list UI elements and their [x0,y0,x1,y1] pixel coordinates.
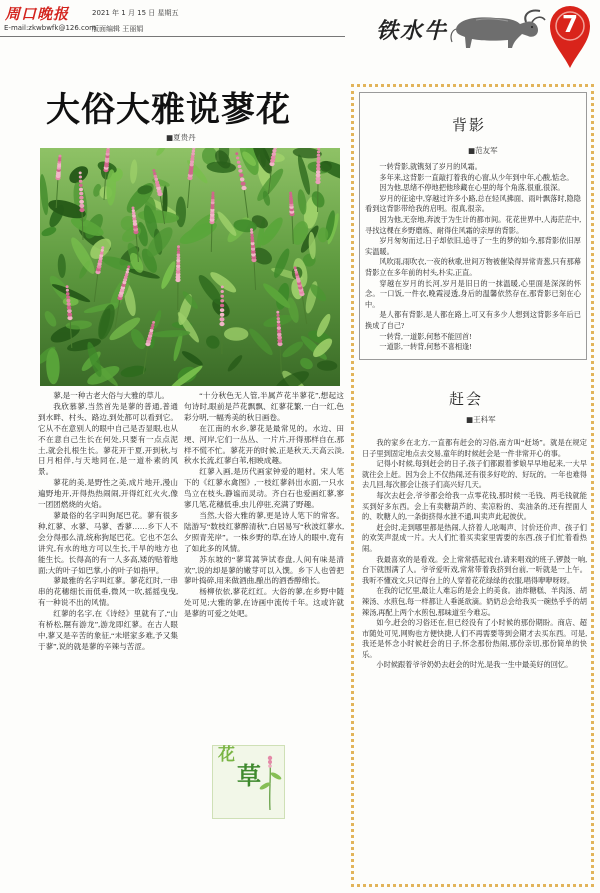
photo-flower-bud [220,295,224,298]
photo-flower-bud [132,207,135,210]
photo-flower-bud [79,172,82,175]
photo-flower-stem [211,222,212,252]
photo-flower-bud [66,299,70,303]
photo-flower-bud [237,161,241,164]
photo-flower-bud [154,175,158,178]
article-paragraph: 红蓼入画,是历代画家钟爱的题材。宋人笔下的《红蓼水禽图》,一枝红蓼斜出水面,一只水鸟立在枝头,静谧而灵动。齐白石也爱画红蓼,寥寥几笔,花穗低垂,虫儿停驻,充满了野趣。 [184,467,344,510]
header-divider [0,36,345,37]
essay-paragraph: 岁月匆匆而过,日子却依旧,追寻了一生的梦的如今,那背影依旧厚实温暖。 [365,237,581,256]
photo-flower-bud [241,186,246,190]
photo-flower-bud [66,285,69,288]
photo-flower-bud [250,236,254,239]
photo-flower-bud [316,164,320,168]
essay-paragraph: 我的家乡在北方,一直都有赶会的习俗,南方叫“赶场”。就是在规定日子里到固定地点去交易,童年的时候赶会是一件非常开心的事。 [362,439,587,458]
article-paragraph: 我欣慕蓼,当然首先是蓼的普通,普通到水畔、村头、路边,到处都可以看到它。它从不在意别人的眼中自己是否显眼,也从不在意自己生长在何处,只要有一点点泥土,就会扎根生长。蓼花开于夏,开到秋,与日月相伴,与天地同在,是一道朴素的风景。 [38,401,178,477]
article-byline: ■夏贵丹 [166,133,196,142]
photo-flower-bud [289,192,292,195]
photo-flower-bud [241,182,246,186]
photo-flower-bud [277,323,281,326]
water-buffalo-icon [446,6,546,52]
photo-flower-bud [277,320,281,323]
essay-paragraph: 多年来,这背影一直敲打着我的心窗,从少年到中年,心酸,惦念。 [379,173,574,182]
photo-flower-bud [79,180,83,183]
inset-char-flower: 花 [218,745,235,764]
photo-flower-bud [239,173,243,177]
photo-flower-bud [316,160,320,164]
photo-flower-bud [150,326,154,329]
photo-flower-bud [79,196,83,200]
photo-flower-bud [211,194,214,197]
article-paragraph: 杨柳依依,蓼花红红。大俗的蓼,在乡野中随处可见;大雅的蓼,在诗画中流传千年。这或许就是蓼的可爱之处吧。 [184,587,344,619]
photo-flower-bud [177,251,180,254]
photo-flower-bud [177,245,180,248]
photo-flower-bud [67,302,71,306]
photo-flower-bud [177,253,181,256]
knotweed-photo [40,148,340,386]
photo-flower-bud [79,192,83,196]
photo-flower-bud [67,312,72,316]
photo-flower-bud [219,322,224,326]
photo-flower-bud [238,165,242,168]
essay-paragraph: 记得小时候,每到赶会的日子,孩子们都跟着爹娘早早地起来,一大早就往会上赶。因为会上不仅热闹,还有很多好吃的、好玩的。一年也难得去几回,每次都会让孩子们高兴好几天。 [362,460,587,490]
essay-paragraph: 每次去赶会,爷爷都会给我一点零花钱,那时候一毛钱、两毛钱就能买到好多东西。会上有卖糖葫芦的、卖凉粉的、卖油条的,还有捏面人的、吹糖人的,一条街挤得水泄不通,叫卖声此起彼伏。 [362,491,587,522]
photo-flower-bud [316,167,320,171]
knotweed-photo-canvas [40,148,340,386]
photo-flower-bud [176,259,180,262]
sprig-icon [257,752,283,812]
photo-flower-bud [132,212,136,215]
essay-paragraph: 风吹雨,雨吹衣,一夜的秋歌,世间万物被催染得异常青葱,只有那幕背影立在多年前的村头,朴实,正直。 [365,258,581,277]
issue-date: 2021 年 1 月 15 日 星期五 [92,9,179,17]
essay-paragraph: 小时候跟着爷爷奶奶去赶会的时光,是我一生中最美好的回忆。 [376,661,573,670]
essay-paragraph: 穿越在岁月的长河,岁月是旧日的一抹温暖,心里面是深深的怀念。一口饭,一件衣,晚霞浸透,身后的温馨依然存在,那背影已刻在心中。 [365,279,581,309]
article-paragraph: 苏东坡的“蓼茸蒿笋试春盘,人间有味是清欢”,说的却是蓼的嫩芽可以入馔。乡下人也曾把蓼叶捣碎,用来做酒曲,酿出的酒香醇绵长。 [184,554,344,586]
essay-paragraph: 在我的记忆里,最让人难忘的是会上的美食。油炸糖糕、羊肉汤、胡辣汤、水煎包,每一样都让人垂涎欲滴。奶奶总会给我买一碗热乎乎的胡辣汤,再配上两个水煎包,那味道至今难忘。 [362,587,587,617]
photo-flower-bud [79,208,84,212]
article-paragraph: “十分秋色无人管,半属芦花半蓼花”,想起这句诗时,眼前是芦花飘飘、红蓼花繁,一白一红,色彩分明,一幅秀美的秋日画卷。 [184,391,344,422]
photo-flower-bud [220,304,224,308]
photo-flower-bud [177,256,181,259]
photo-flower-bud [132,209,135,212]
essay-title-fair: 赶会 [449,390,484,408]
photo-flower-bud [79,188,83,192]
photo-flower-bud [235,152,238,155]
photo-flower-bud [59,155,62,158]
essay-paragraph: 如今,赶会的习俗还在,但已经没有了小时候的那份期盼。商店、超市随处可见,网购也方便快捷,人们不再需要等到会期才去买东西。可是,我还是怀念小时候赶会的日子,怀念那份热闹,那份亲切,那份简单的快乐。 [362,619,587,659]
article-title: 大俗大雅说蓼花 [46,90,291,130]
photo-flower-bud [100,251,104,254]
flower-grass-inset [212,745,285,819]
photo-flower-bud [79,184,83,187]
photo-flower-bud [277,329,281,333]
essay-paragraph: 我最喜欢的是看戏。会上常常搭起戏台,请来唱戏的班子,锣鼓一响,台下就围满了人。爷爷爱听戏,常常带着我挤到台前,一听就是一上午。我听不懂戏文,只记得台上的人穿着花花绿绿的衣服,唱得咿咿呀呀。 [362,555,587,585]
page-editor: 版面编辑 王丽娟 [92,25,144,33]
photo-flower-bud [317,154,321,157]
article-paragraph: 在江南的水乡,蓼花是最常见的。水边、田埂、河岸,它们一丛丛、一片片,开得那样自在,那样不慌不忙。蓼花开的时候,正是秋天,天高云淡,秋水长流,红蓼白苇,相映成趣。 [184,423,344,466]
article-column-2 [184,391,344,887]
photo-flower-bud [212,192,215,195]
article-paragraph: 蓼,是一种古老大俗与大雅的草儿。 [53,391,169,400]
article-paragraph: 当然,大俗大雅的蓼,更是诗人笔下的常客。陆游写“数枝红蓼醉清秋”,白居易写“秋波红蓼水,夕照青芜岸”。一株乡野的草,在诗人的眼中,竟有了如此多的风情。 [184,510,344,553]
article-paragraph: 蓼最俗的名字叫狗尾巴花。蓼有很多种,红蓼、水蓼、马蓼、香蓼……乡下人不会分得那么清,统称狗尾巴花。它也不怎么讲究,有水的地方可以生长,干旱的地方也能生长。长得高的有一人多高,矮的贴着地面;大的叶子如巴掌,小的叶子如指甲。 [38,510,178,575]
photo-flower-bud [191,152,195,155]
photo-flower-bud [294,266,297,269]
photo-flower-bud [66,295,70,298]
photo-flower-bud [101,249,104,252]
photo-flower-bud [272,152,276,156]
article-column-1 [38,391,178,887]
contact-email: E-mail:zkwbwfk@126.com [4,24,96,32]
photo-flower-bud [272,149,276,153]
photo-flower-bud [221,286,224,289]
photo-leaf [176,197,186,228]
essay-paragraph: 一转背影,就镌刻了岁月的风霜。 [379,163,482,171]
photo-flower-bud [317,157,321,160]
photo-flower-bud [155,181,159,185]
photo-flower-bud [271,155,276,159]
photo-flower-bud [125,273,129,276]
photo-flower-bud [277,317,280,320]
photo-flower-bud [126,268,129,271]
photo-flower-bud [177,248,180,251]
photo-flower-bud [126,271,129,274]
photo-flower-bud [67,309,72,313]
essay-body [362,438,587,882]
photo-flower-bud [251,239,255,242]
photo-flower-bud [151,324,154,327]
essay-paragraph: 一道影,一转背,何愁不喜相逢! [379,343,472,352]
photo-flower-bud [66,289,69,292]
photo-flower-bud [316,170,321,174]
photo-flower-bud [220,313,225,317]
photo-flower-bud [238,169,242,173]
page-number: 7 [561,12,578,38]
article-paragraph: 红蓼的名字,在《诗经》里就有了,“山有桥松,隰有游龙”,游龙即红蓼。在古人眼中,蓼又是辛苦的象征,“未堪家多难,予又集于蓼”,说的就是蓼的辛辣与苦涩。 [38,609,178,651]
photo-flower-bud [150,329,154,332]
photo-flower-bud [192,150,195,153]
photo-flower-bud [66,292,70,295]
inset-char-grass: 草 [237,764,261,790]
section-title: 铁水牛 [376,18,449,44]
photo-flower-bud [79,176,82,179]
masthead-logo: 周口晚报 [5,5,70,23]
essay-paragraph: 岁月的征途中,穿越过许多小路,总在轻风拂面、雨叶飘落时,隐隐看到这背影带给我的启明。很真,很亲。 [365,194,581,214]
article-paragraph: 蓼花的美,是野性之美,成片地开,漫山遍野地开,开得热热闹闹,开得红红火火,像一团团燃烧的火焰。 [38,478,178,510]
photo-flower-bud [276,311,279,314]
photo-leaf [224,327,248,341]
photo-flower-bud [250,228,253,231]
essay-title-back-view: 背影 [452,116,487,134]
essay-byline: ■王科军 [466,415,496,424]
photo-flower-bud [250,234,253,237]
photo-flower-bud [250,231,253,234]
photo-flower-bud [317,150,320,153]
photo-flower-bud [79,200,84,204]
essay-paragraph: 因为他,思绪不停地把他珍藏在心里的每个角落,很重,很深。 [379,184,565,193]
photo-flower-bud [220,308,224,312]
photo-flower-bud [67,306,71,310]
essay-paragraph: 是人都有背影,是人都在路上,可又有多少人想到这背影多年后已换成了自己? [365,311,581,330]
photo-flower-bud [152,321,155,324]
essay-body [365,162,581,352]
essay-byline: ■范友军 [468,146,498,155]
photo-flower-bud [152,169,155,172]
photo-flower-bud [101,246,104,249]
photo-flower-bud [220,299,224,302]
photo-flower-bud [277,326,281,330]
photo-flower-bud [127,265,130,268]
photo-flower-bud [220,317,225,321]
photo-flower-bud [154,178,158,181]
photo-flower-bud [240,177,245,181]
photo-flower-bud [153,172,156,175]
essay-paragraph: 赶会时,走到哪里都是热闹,人挤着人,吆喝声、讨价还价声、孩子们的欢笑声混成一片。大人们忙着买卖家里需要的东西,孩子们忙着看热闹。 [362,523,587,553]
photo-flower-bud [79,204,84,208]
article-paragraph: 蓼最雅的名字叫红蓼。蓼花红时,一串串的花穗细长而低垂,微风一吹,摇摇曳曳,有一种说不出的风情。 [38,576,178,608]
photo-flower-bud [276,314,279,317]
photo-flower-bud [236,157,239,160]
photo-flower-bud [221,290,224,293]
essay-paragraph: 一转背,一道影,何愁不能回首! [379,332,472,341]
essay-paragraph: 因为他,无奈地,奔波于为生计的都市间。花花世界中,人海茫茫中,寻找这棵在乡野磨炼、耐得住风霜的亲厚的背影。 [365,215,581,235]
photo-flower-bud [191,155,195,158]
